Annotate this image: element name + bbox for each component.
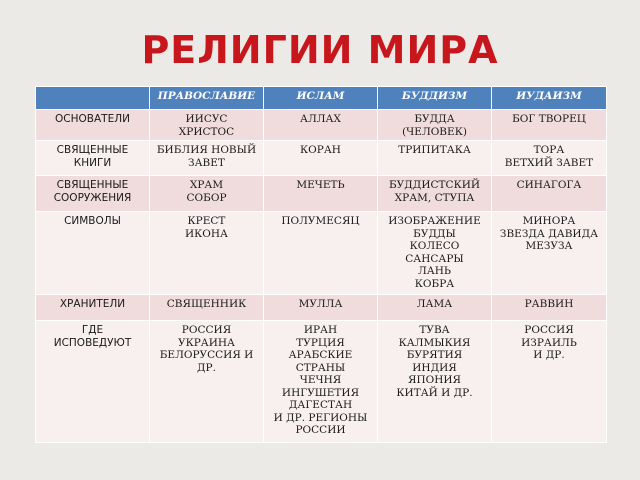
cell-text: МУЛЛА [298, 298, 343, 310]
cell-text: ТРИПИТАКА [398, 144, 471, 156]
table-cell [492, 295, 607, 321]
table-row [36, 212, 607, 295]
row-label-text: СИМВОЛЫ [64, 215, 121, 227]
row-label-text: СВЯЩЕННЫЕ СООРУЖЕНИЯ [53, 179, 132, 204]
header-judaism: ИУДАИЗМ [492, 87, 607, 110]
table-row [36, 321, 607, 443]
row-label-keepers [36, 295, 150, 321]
table-cell [378, 176, 492, 212]
slide-title: РЕЛИГИИ МИРА [141, 28, 499, 72]
cell-text: ИЗОБРАЖЕНИЕ БУДДЫ КОЛЕСО САНСАРЫ ЛАНЬ КОБРА [388, 215, 481, 290]
table-cell [264, 110, 378, 141]
cell-text: АЛЛАХ [300, 113, 341, 125]
cell-text: БИБЛИЯ НОВЫЙ ЗАВЕТ [156, 144, 257, 169]
table-cell [492, 176, 607, 212]
table-row [36, 141, 607, 176]
cell-text: ЛАМА [416, 298, 453, 310]
table-cell [378, 321, 492, 443]
row-label-founders [36, 110, 150, 141]
table-cell [492, 141, 607, 176]
header-row [36, 87, 607, 110]
table-cell [264, 295, 378, 321]
cell-text: РОССИЯ ИЗРАИЛЬ И ДР. [521, 324, 577, 361]
table-row [36, 110, 607, 141]
table-cell [378, 295, 492, 321]
header-corner [36, 87, 150, 110]
cell-text: КРЕСТ ИКОНА [185, 215, 228, 240]
row-label-text: ХРАНИТЕЛИ [59, 298, 126, 310]
table-cell [150, 295, 264, 321]
religions-table [35, 86, 607, 443]
row-label-sacred-books [36, 141, 150, 176]
table-row [36, 295, 607, 321]
cell-text: ИИСУС ХРИСТОС [178, 113, 235, 138]
table-cell [492, 212, 607, 295]
header-orthodoxy: ПРАВОСЛАВИЕ [150, 87, 264, 110]
table-cell [492, 321, 607, 443]
cell-text: БОГ ТВОРЕЦ [512, 113, 586, 125]
row-label-text: ГДЕ ИСПОВЕДУЮТ [53, 324, 132, 349]
table-cell [378, 212, 492, 295]
cell-text: СВЯЩЕННИК [166, 298, 247, 310]
row-label-where-practiced [36, 321, 150, 443]
header-islam: ИСЛАМ [264, 87, 378, 110]
cell-text: КОРАН [300, 144, 341, 156]
table-cell [150, 110, 264, 141]
table-cell [264, 141, 378, 176]
table-cell [150, 141, 264, 176]
cell-text: БУДДИСТСКИЙ ХРАМ, СТУПА [388, 179, 481, 204]
cell-text: МИНОРА ЗВЕЗДА ДАВИДА МЕЗУЗА [499, 215, 599, 252]
cell-text: ХРАМ СОБОР [186, 179, 227, 204]
row-label-sacred-buildings [36, 176, 150, 212]
table-cell [264, 212, 378, 295]
cell-text: СИНАГОГА [516, 179, 582, 191]
table-row [36, 176, 607, 212]
cell-text: БУДДА (ЧЕЛОВЕК) [402, 113, 467, 138]
table-cell [492, 110, 607, 141]
table-cell [378, 110, 492, 141]
row-label-text: СВЯЩЕННЫЕ КНИГИ [56, 144, 129, 169]
cell-text: ТОРА ВЕТХИЙ ЗАВЕТ [504, 144, 594, 169]
header-buddhism: БУДДИЗМ [378, 87, 492, 110]
cell-text: ПОЛУМЕСЯЦ [281, 215, 360, 227]
table-cell [264, 321, 378, 443]
cell-text: ИРАН ТУРЦИЯ АРАБСКИЕ СТРАНЫ ЧЕЧНЯ ИНГУШЕТИЯ ДАГЕСТАН И ДР. РЕГИОНЫ РОССИИ [273, 324, 368, 436]
cell-text: МЕЧЕТЬ [296, 179, 345, 191]
cell-text: РОССИЯ УКРАИНА БЕЛОРУССИЯ И ДР. [159, 324, 254, 374]
table-cell [150, 212, 264, 295]
table-cell [150, 321, 264, 443]
row-label-text: ОСНОВАТЕЛИ [55, 113, 130, 125]
table-cell [150, 176, 264, 212]
table-cell [378, 141, 492, 176]
cell-text: РАВВИН [524, 298, 574, 310]
table-cell [264, 176, 378, 212]
cell-text: ТУВА КАЛМЫКИЯ БУРЯТИЯ ИНДИЯ ЯПОНИЯ КИТАЙ И ДР. [396, 324, 473, 399]
row-label-symbols [36, 212, 150, 295]
